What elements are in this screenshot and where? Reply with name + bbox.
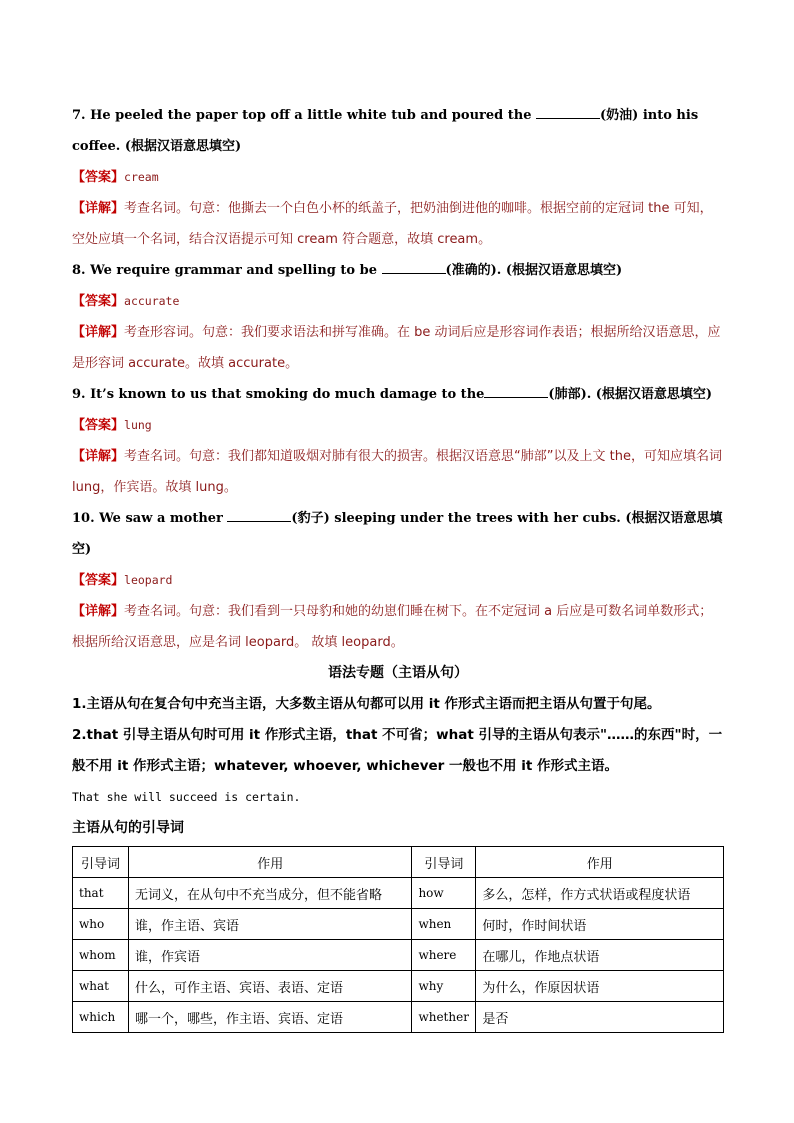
table-row — [73, 1002, 724, 1033]
answer-10: 【答案】leopard — [72, 573, 173, 588]
connector-cell: who — [73, 909, 129, 940]
header-cell: 作用 — [128, 847, 411, 878]
table-row — [73, 878, 724, 909]
question-9: 9. It’s known to us that smoking do much damage to the (肺部). (根据汉语意思填空) — [72, 387, 713, 402]
answer-blank — [227, 509, 291, 522]
answer-blank — [536, 106, 600, 119]
function-cell: 为什么，作原因状语 — [476, 971, 724, 1002]
example-sentence: That she will succeed is certain. — [72, 790, 301, 804]
function-cell: 无词义，在从句中不充当成分，但不能省略 — [128, 878, 411, 909]
question-8: 8. We require grammar and spelling to be (准确的). (根据汉语意思填空) — [72, 263, 623, 278]
connector-cell: what — [73, 971, 129, 1002]
table-row — [73, 940, 724, 971]
function-cell: 哪一个，哪些，作主语、宾语、定语 — [128, 1002, 411, 1033]
connector-cell: that — [73, 878, 129, 909]
table-title: 主语从句的引导词 — [72, 820, 184, 836]
header-cell: 引导词 — [73, 847, 129, 878]
question-7: 7. He peeled the paper top off a little white tub and poured the (奶油) into his coffee. (根据汉语意思填空) — [72, 108, 699, 154]
function-cell: 谁，作主语、宾语 — [128, 909, 411, 940]
detail-7: 【详解】考查名词。句意：他撕去一个白色小杯的纸盖子，把奶油倒进他的咖啡。根据空前的定冠词 the 可知，空处应填一个名词，结合汉语提示可知 cream 符合题意，故填 cream。 — [72, 201, 713, 247]
connector-cell: whom — [73, 940, 129, 971]
detail-10: 【详解】考查名词。句意：我们看到一只母豹和她的幼崽们睡在树下。在不定冠词 a 后应是可数名词单数形式；根据所给汉语意思，应是名词 leopard。 故填 leopard。 — [72, 604, 713, 650]
connector-cell: whether — [412, 1002, 476, 1033]
connector-cell: why — [412, 971, 476, 1002]
answer-9: 【答案】lung — [72, 418, 152, 433]
detail-8: 【详解】考查形容词。句意：我们要求语法和拼写准确。在 be 动词后应是形容词作表语；根据所给汉语意思，应是形容词 accurate。故填 accurate。 — [72, 325, 721, 371]
document-content — [72, 100, 724, 1033]
answer-8: 【答案】accurate — [72, 294, 180, 309]
header-cell: 引导词 — [412, 847, 476, 878]
answer-blank — [484, 385, 548, 398]
connector-cell: when — [412, 909, 476, 940]
question-10: 10. We saw a mother (豹子) sleeping under the trees with her cubs. (根据汉语意思填空) — [72, 511, 723, 557]
connector-cell: where — [412, 940, 476, 971]
connector-cell: how — [412, 878, 476, 909]
answer-7: 【答案】cream — [72, 170, 159, 185]
function-cell: 什么，可作主语、宾语、表语、定语 — [128, 971, 411, 1002]
section-title: 语法专题（主语从句） — [328, 665, 468, 681]
function-cell: 何时，作时间状语 — [476, 909, 724, 940]
table-row — [73, 909, 724, 940]
grammar-rule-2: 2.that 引导主语从句时可用 it 作形式主语，that 不可省；what 引导的主语从句表示"……的东西"时，一般不用 it 作形式主语；whatever, whoever, whichever 一般也不用 it 作形式主语。 — [72, 727, 723, 774]
header-cell: 作用 — [476, 847, 724, 878]
function-cell: 是否 — [476, 1002, 724, 1033]
detail-9: 【详解】考查名词。句意：我们都知道吸烟对肺有很大的损害。根据汉语意思“肺部”以及上文 the，可知应填名词 lung，作宾语。故填 lung。 — [72, 449, 722, 495]
connector-table — [72, 846, 724, 1033]
function-cell: 在哪儿，作地点状语 — [476, 940, 724, 971]
table-row — [73, 971, 724, 1002]
grammar-rule-1: 1.主语从句在复合句中充当主语，大多数主语从句都可以用 it 作形式主语而把主语从句置于句尾。 — [72, 696, 661, 712]
answer-blank — [382, 261, 446, 274]
table-header-row — [73, 847, 724, 878]
function-cell: 多么，怎样，作方式状语或程度状语 — [476, 878, 724, 909]
function-cell: 谁，作宾语 — [128, 940, 411, 971]
connector-cell: which — [73, 1002, 129, 1033]
